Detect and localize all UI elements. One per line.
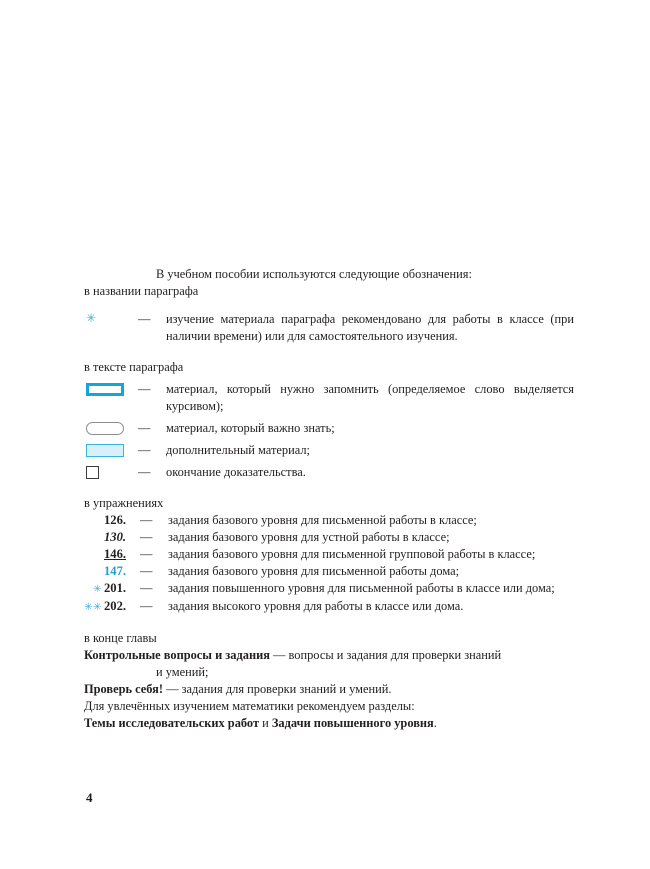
remember-box-icon <box>86 383 124 396</box>
row-dash: — <box>138 312 151 326</box>
row-description: материал, который нужно запомнить (определяемое слово выделяется курсивом); <box>166 382 574 413</box>
spacer <box>84 481 574 495</box>
proof-end-square-icon <box>86 466 99 479</box>
legend-content <box>84 266 574 732</box>
know-box-icon <box>86 422 124 435</box>
box-marker-cell <box>84 464 138 479</box>
row-description: дополнительный материал; <box>166 443 310 457</box>
end-of-chapter-line-1 <box>84 647 574 664</box>
exercise-row <box>84 529 574 546</box>
row-dash: — <box>140 581 153 595</box>
exercise-number: 146. <box>104 547 127 561</box>
intro-paragraph: В учебном пособии используются следующие обозначения: <box>156 267 472 281</box>
legend-row-proof <box>84 464 574 481</box>
exercise-row <box>84 580 574 598</box>
exercise-description: задания высокого уровня для работы в классе или дома. <box>168 599 464 613</box>
section-heading-title: в названии параграфа <box>84 284 199 298</box>
end-of-chapter-line-2 <box>84 681 574 698</box>
exercise-number: 130. <box>104 530 127 544</box>
end-of-chapter-line-1-cont: и умений; <box>156 665 209 679</box>
period: . <box>433 716 437 730</box>
exercise-description: задания базового уровня для письменной работы в классе; <box>168 513 477 527</box>
spacer <box>84 345 574 359</box>
row-dash: — <box>138 443 151 457</box>
row-dash: — <box>138 465 151 479</box>
row-dash: — <box>140 530 153 544</box>
exercise-number: 201. <box>104 581 127 595</box>
exercise-description: задания базового уровня для устной работы в классе; <box>168 530 450 544</box>
section-heading-text: в тексте параграфа <box>84 360 184 374</box>
legend-row-star <box>84 311 574 345</box>
exercise-stars: ✳ <box>93 584 102 595</box>
conjunction: и <box>259 716 272 730</box>
box-marker-cell <box>84 420 138 435</box>
star-blue-icon: ✳ <box>86 311 97 325</box>
row-dash: — <box>140 599 153 613</box>
star-marker-cell <box>84 311 138 326</box>
exercise-number: 126. <box>104 513 127 527</box>
row-dash: — <box>140 513 153 527</box>
spacer <box>84 616 574 630</box>
box-marker-cell <box>84 381 138 396</box>
extra-box-icon <box>86 444 124 457</box>
spacer <box>84 300 574 311</box>
row-description: материал, который важно знать; <box>166 421 335 435</box>
exercise-stars: ✳✳ <box>84 602 102 613</box>
exercise-row <box>84 512 574 529</box>
exercise-description: задания базового уровня для письменной работы дома; <box>168 564 460 578</box>
legend-row-extra <box>84 442 574 459</box>
page-number: 4 <box>86 790 93 805</box>
check-yourself-label: Проверь себя! <box>84 682 164 696</box>
control-questions-label: Контрольные вопросы и задания <box>84 648 270 662</box>
research-topics-label: Темы исследовательских работ <box>84 716 260 730</box>
section-heading-exercises: в упражнениях <box>84 496 164 510</box>
exercise-number: 202. <box>104 599 127 613</box>
row-dash: — <box>140 564 153 578</box>
legend-row-remember <box>84 381 574 415</box>
exercise-row <box>84 546 574 563</box>
row-description: окончание доказательства. <box>166 465 306 479</box>
end-of-chapter-line-3: Для увлечённых изучением математики рекомендуем разделы: <box>84 699 415 713</box>
row-dash: — <box>138 421 151 435</box>
end-of-chapter-line-4 <box>84 715 574 732</box>
exercise-row <box>84 563 574 580</box>
check-yourself-desc: — задания для проверки знаний и умений. <box>163 682 392 696</box>
row-description: изучение материала параграфа рекомендовано для работы в классе (при наличии времени) или для самостоятельного изучения. <box>166 312 574 343</box>
box-marker-cell <box>84 442 138 457</box>
exercise-description: задания повышенного уровня для письменной работы в классе или дома; <box>168 581 555 595</box>
row-dash: — <box>140 547 153 561</box>
section-heading-end: в конце главы <box>84 631 157 645</box>
control-questions-desc: — вопросы и задания для проверки знаний <box>269 648 502 662</box>
legend-row-know <box>84 420 574 437</box>
row-dash: — <box>138 382 151 396</box>
exercise-row <box>84 598 574 616</box>
exercise-description: задания базового уровня для письменной групповой работы в классе; <box>168 547 536 561</box>
advanced-problems-label: Задачи повышенного уровня <box>271 716 434 730</box>
exercise-number: 147. <box>104 564 127 578</box>
